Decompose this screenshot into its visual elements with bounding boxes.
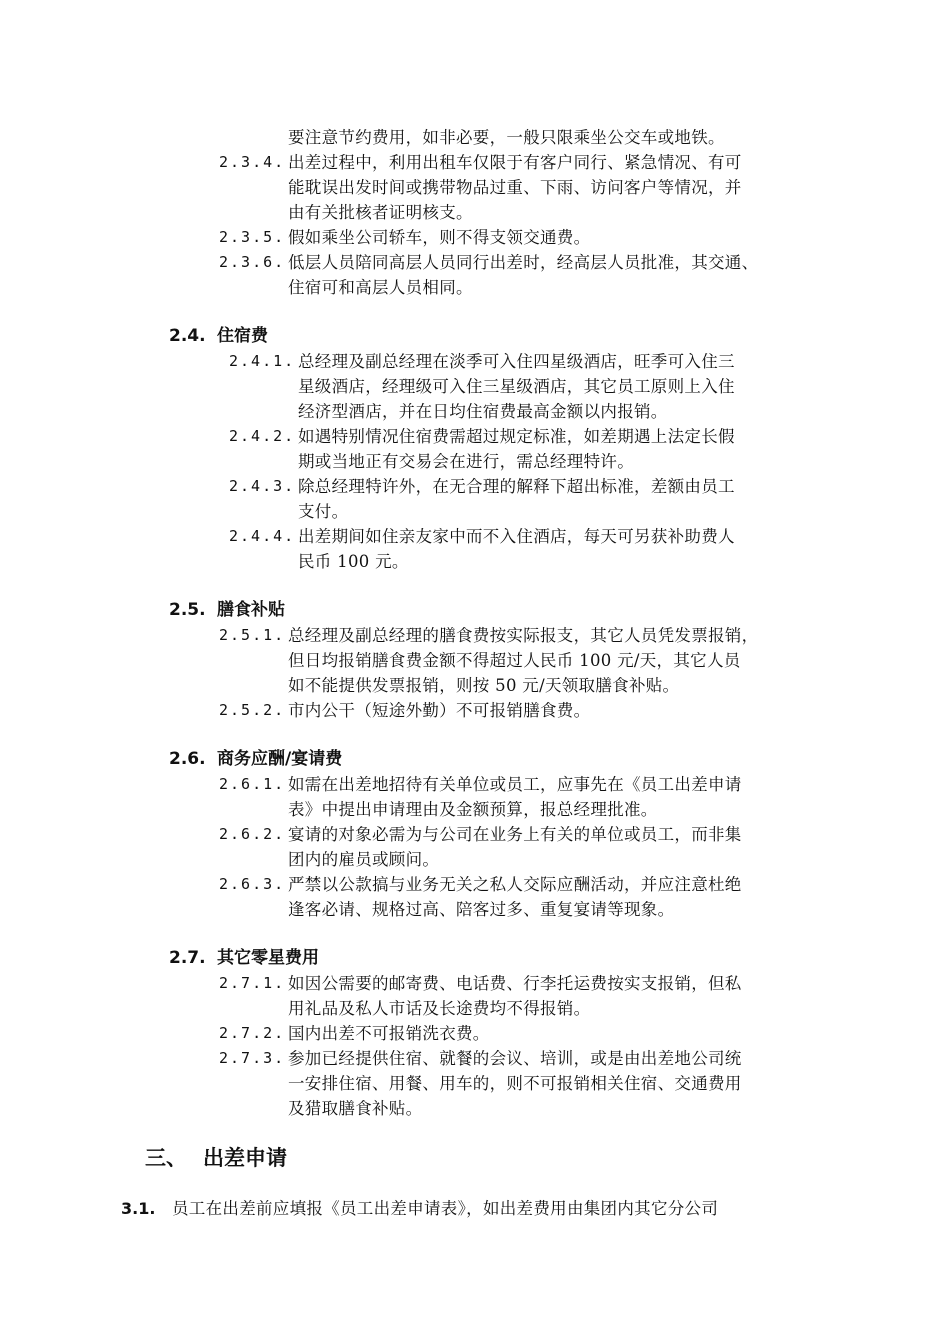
clause-number: 2.5.1. — [219, 626, 286, 644]
clause-2-6-2-line: 宴请的对象必需为与公司在业务上有关的单位或员工，而非集 — [288, 825, 742, 844]
clause-2-4-2-line: 如遇特别情况住宿费需超过规定标准，如差期遇上法定长假 — [298, 427, 735, 446]
clause-number: 2.7.1. — [219, 974, 286, 992]
section-title: 其它零星费用 — [217, 948, 319, 968]
section-heading — [169, 747, 342, 772]
chapter-title: 出差申请 — [203, 1146, 287, 1170]
clause-2-4-1-line: 经济型酒店，并在日均住宿费最高金额以内报销。 — [298, 402, 668, 421]
clause-number: 2.6.2. — [219, 825, 286, 843]
clause-2-5-2-line: 市内公干（短途外勤）不可报销膳食费。 — [288, 701, 591, 720]
clause-number: 2.5.2. — [219, 701, 286, 719]
clause-2-7-1-line: 如因公需要的邮寄费、电话费、行李托运费按实支报销，但私 — [288, 974, 742, 993]
clause-2-5-1-line: 总经理及副总经理的膳食费按实际报支，其它人员凭发票报销， — [288, 626, 759, 645]
clause-2-5-1-line: 如不能提供发票报销，则按 50 元/天领取膳食补贴。 — [288, 676, 680, 695]
clause-2-3-4-line: 能耽误出发时间或携带物品过重、下雨、访问客户等情况，并 — [288, 178, 742, 197]
clause-2-3-5-line: 假如乘坐公司轿车，则不得支领交通费。 — [288, 228, 591, 247]
clause-2-6-1-line: 表》中提出申请理由及金额预算，报总经理批准。 — [288, 800, 658, 819]
clause-number: 2.4.3. — [229, 477, 296, 495]
section-heading — [169, 598, 285, 623]
clause-2-7-3-line: 参加已经提供住宿、就餐的会议、培训，或是由出差地公司统 — [288, 1049, 742, 1068]
clause-number: 2.3.4. — [219, 153, 286, 171]
chapter-number: 三、 — [145, 1146, 187, 1170]
section-number: 2.6. — [169, 749, 206, 769]
clause-number: 2.6.1. — [219, 775, 286, 793]
clause-number: 2.4.2. — [229, 427, 296, 445]
clause-2-4-1-line: 星级酒店，经理级可入住三星级酒店，其它员工原则上入住 — [298, 377, 735, 396]
section-title: 商务应酬/宴请费 — [217, 749, 343, 769]
clause-2-6-3-line: 逢客必请、规格过高、陪客过多、重复宴请等现象。 — [288, 900, 675, 919]
paragraph-3-1-line: 员工在出差前应填报《员工出差申请表》，如出差费用由集团内其它分公司 — [172, 1199, 719, 1218]
clause-2-4-4-line: 出差期间如住亲友家中而不入住酒店，每天可另获补助费人 — [298, 527, 735, 546]
paragraph-number: 3.1. — [121, 1199, 156, 1218]
clause-number: 2.7.3. — [219, 1049, 286, 1067]
section-title: 住宿费 — [217, 326, 268, 346]
clause-2-6-2-line: 团内的雇员或顾问。 — [288, 850, 440, 869]
clause-2-3-4-line: 由有关批核者证明核支。 — [288, 203, 473, 222]
clause-2-4-3-line: 除总经理特许外，在无合理的解释下超出标准，差额由员工 — [298, 477, 735, 496]
clause-number: 2.3.5. — [219, 228, 286, 246]
clause-2-6-3-line: 严禁以公款搞与业务无关之私人交际应酬活动，并应注意杜绝 — [288, 875, 742, 894]
clause-2-6-1-line: 如需在出差地招待有关单位或员工，应事先在《员工出差申请 — [288, 775, 742, 794]
clause-2-7-2-line: 国内出差不可报销洗衣费。 — [288, 1024, 490, 1043]
section-heading — [169, 946, 319, 971]
section-number: 2.7. — [169, 948, 206, 968]
clause-2-3-6-line: 低层人员陪同高层人员同行出差时，经高层人员批准，其交通、 — [288, 253, 759, 272]
clause-2-4-2-line: 期或当地正有交易会在进行，需总经理特许。 — [298, 452, 634, 471]
section-heading — [169, 324, 268, 349]
clause-2-4-1-line: 总经理及副总经理在淡季可入住四星级酒店，旺季可入住三 — [298, 352, 735, 371]
clause-2-3-3-line: 要注意节约费用，如非必要，一般只限乘坐公交车或地铁。 — [288, 128, 725, 147]
clause-2-4-4-line: 民币 100 元。 — [298, 552, 409, 571]
clause-2-3-4-line: 出差过程中，利用出租车仅限于有客户同行、紧急情况、有可 — [288, 153, 742, 172]
section-number: 2.4. — [169, 326, 206, 346]
clause-number: 2.7.2. — [219, 1024, 286, 1042]
clause-2-7-3-line: 一安排住宿、用餐、用车的，则不可报销相关住宿、交通费用 — [288, 1074, 742, 1093]
clause-2-4-3-line: 支付。 — [298, 502, 349, 521]
clause-2-7-1-line: 用礼品及私人市话及长途费均不得报销。 — [288, 999, 591, 1018]
clause-number: 2.3.6. — [219, 253, 286, 271]
chapter-heading — [145, 1143, 287, 1173]
clause-2-5-1-line: 但日均报销膳食费金额不得超过人民币 100 元/天，其它人员 — [288, 651, 741, 670]
clause-2-3-6-line: 住宿可和高层人员相同。 — [288, 278, 473, 297]
clause-2-7-3-line: 及猎取膳食补贴。 — [288, 1099, 423, 1118]
clause-number: 2.4.1. — [229, 352, 296, 370]
section-title: 膳食补贴 — [217, 600, 285, 620]
section-number: 2.5. — [169, 600, 206, 620]
clause-number: 2.6.3. — [219, 875, 286, 893]
clause-number: 2.4.4. — [229, 527, 296, 545]
